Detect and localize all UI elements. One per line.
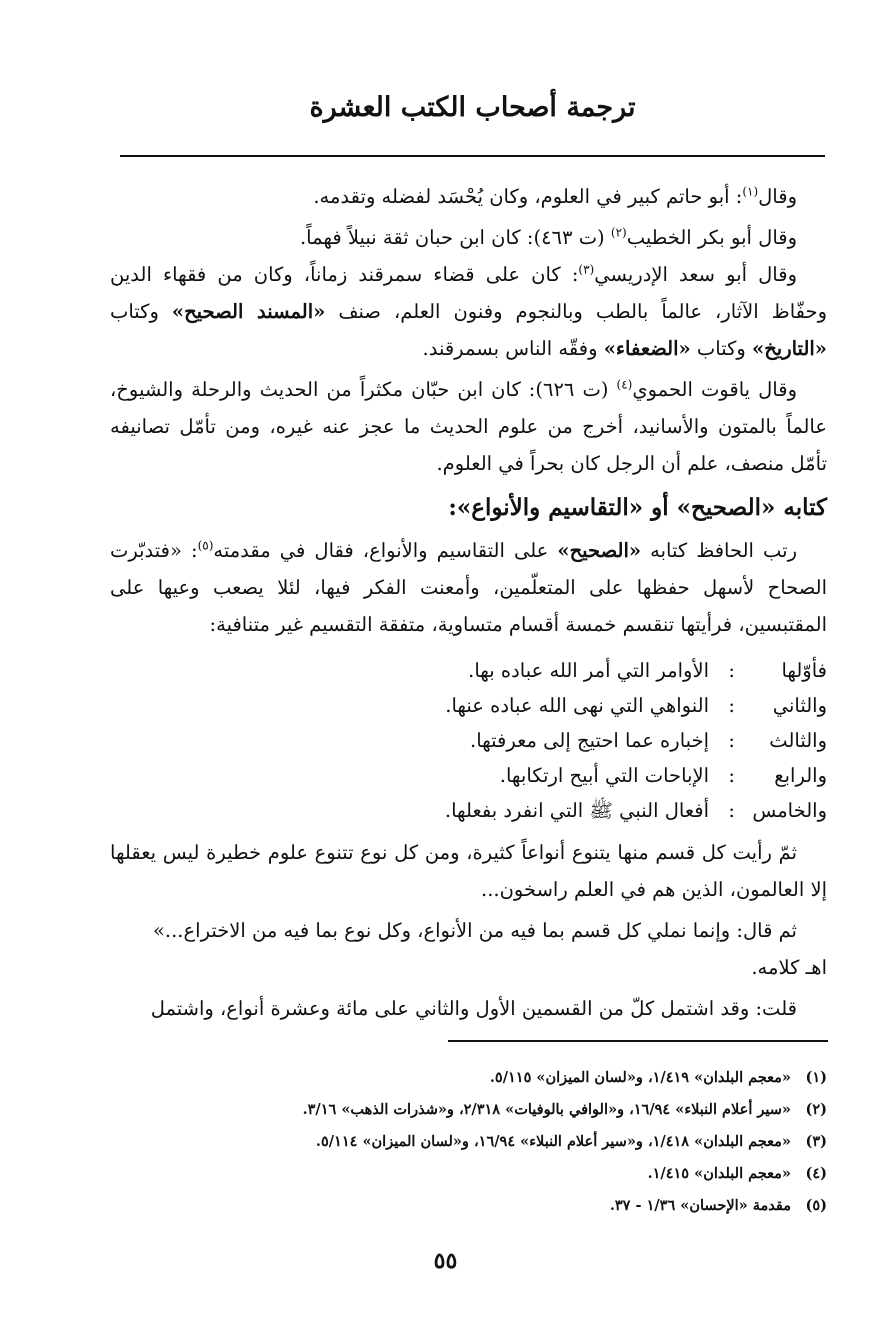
text-run: وفقّه الناس بسمرقند. [422, 337, 604, 360]
footnote-number: (٣) [805, 1133, 827, 1150]
list-item [110, 688, 827, 723]
list-item [110, 793, 827, 828]
footnote-ref[interactable]: (٣) [578, 262, 595, 277]
list-item-text: الأوامر التي أمر الله عباده بها. [468, 659, 709, 682]
footnote-text: مقدمة «الإحسان» ١/٣٦ - ٣٧. [609, 1197, 791, 1214]
list-item [110, 653, 827, 688]
footnote-number: (٥) [805, 1197, 827, 1214]
text-run: : أبو حاتم كبير في العلوم، وكان يُحْسَد لفضله وتقدمه. [313, 185, 743, 208]
footnote-text: «معجم البلدان» ١/٤١٥. [647, 1165, 791, 1182]
list-item-label: فأوّلها [781, 659, 827, 682]
book-title: «التاريخ» [752, 337, 827, 360]
footnote [110, 1094, 827, 1126]
running-header: ترجمة أصحاب الكتب العشرة [309, 92, 636, 123]
list-item-text: أفعال النبي ﷺ التي انفرد بفعلها. [444, 799, 709, 822]
paragraph-types: ثمّ رأيت كل قسم منها يتنوع أنواعاً كثيرة، ومن كل نوع تتنوع علوم خطيرة ليس يعقلها إلا العالمون، الذين هم في العلم راسخون... [110, 841, 827, 901]
footnote [110, 1062, 827, 1094]
header-divider [120, 155, 825, 157]
text-run: وقال أبو بكر الخطيب [626, 226, 797, 249]
page-number: ٥٥ [433, 1248, 458, 1274]
footnote-divider [448, 1040, 828, 1042]
text-run: وكتاب [690, 337, 752, 360]
text-run: رتب الحافظ كتابه [641, 539, 797, 562]
text-run: (ت ٦٢٦): كان ابن حبّان مكثراً من الحديث والرحلة والشيوخ، عالماً بالمتون والأسانيد، أخرج من علوم الحديث ما عجز عنه غيره، ومن تأمّل تصانيفه تأمّل منصف، علم أن الرجل كان بحراً في العلوم. [110, 378, 827, 475]
list-item-label: والرابع [774, 764, 827, 787]
paragraph-idrisi [110, 256, 827, 367]
paragraph-i-said: قلت: وقد اشتمل كلّ من القسمين الأول والثاني على مائة وعشرة أنواع، واشتمل [150, 997, 797, 1020]
footnote-number: (٢) [805, 1101, 827, 1118]
text-run: : «فتدبّرت الصحاح لأسهل حفظها على المتعلّمين، وأمعنت الفكر فيها، لئلا يصعب وعيها على المقتبسين، فرأيتها تنقسم خمسة أقسام متساوية، متفقة التقسيم غير متنافية: [110, 539, 827, 636]
list-item-colon: : [728, 659, 735, 682]
footnote [110, 1190, 827, 1222]
divisions-list [110, 653, 827, 828]
footnote-text: «معجم البلدان» ١/٤١٨، و«سير أعلام النبلاء» ١٦/٩٤، و«لسان الميزان» ٥/١١٤. [315, 1133, 791, 1150]
list-item [110, 758, 827, 793]
book-title: «المسند الصحيح» [171, 300, 326, 323]
text-run: : كان على قضاء سمرقند زماناً، وكان من فقهاء الدين وحفّاظ الآثار، عالماً بالطب وبالنجوم وفنون العلم، صنف [110, 263, 827, 323]
list-item-label: والثالث [769, 729, 827, 752]
text-run: وقال أبو سعد الإدريسي [594, 263, 797, 286]
footnote [110, 1158, 827, 1190]
list-item-colon: : [728, 729, 735, 752]
book-title: «الضعفاء» [603, 337, 691, 360]
footnote-number: (١) [805, 1069, 827, 1086]
main-text [110, 178, 827, 1027]
text-run: (ت ٤٦٣): كان ابن حبان ثقة نبيلاً فهماً. [299, 226, 611, 249]
list-item-text: إخباره عما احتيج إلى معرفتها. [470, 729, 709, 752]
section-heading: كتابه «الصحيح» أو «التقاسيم والأنواع»: [448, 494, 827, 521]
list-item-colon: : [728, 799, 735, 822]
paragraph-abu-hatim [110, 178, 827, 215]
text-run: ثم قال: وإنما نملي كل قسم بما فيه من الأنواع، وكل نوع بما فيه من الاختراع...» [152, 919, 797, 942]
text-run: على التقاسيم والأنواع، فقال في مقدمته [213, 539, 558, 562]
paragraph-then-said [110, 912, 827, 949]
paragraph-khatib [110, 219, 827, 256]
list-item-label: والخامس [752, 799, 827, 822]
footnote-ref[interactable]: (٤) [616, 377, 633, 392]
footnotes [110, 1062, 827, 1222]
book-title: «الصحيح» [557, 539, 642, 562]
list-item-label: والثاني [772, 694, 827, 717]
text-run: وقال ياقوت الحموي [632, 378, 797, 401]
footnote [110, 1126, 827, 1158]
text-run: وكتاب [110, 300, 172, 323]
list-item [110, 723, 827, 758]
paragraph-sahih [110, 532, 827, 643]
list-item-colon: : [728, 764, 735, 787]
paragraph-yaqut [110, 371, 827, 482]
paragraph-end-quote: اهـ كلامه. [751, 956, 827, 979]
list-item-text: النواهي التي نهى الله عباده عنها. [445, 694, 709, 717]
list-item-text: الإباحات التي أبيح ارتكابها. [499, 764, 709, 787]
footnote-ref[interactable]: (٥) [197, 538, 214, 553]
footnote-ref[interactable]: (٢) [610, 225, 627, 240]
list-item-colon: : [728, 694, 735, 717]
footnote-text: «سير أعلام النبلاء» ١٦/٩٤، و«الوافي بالوفيات» ٢/٣١٨، و«شذرات الذهب» ٣/١٦. [302, 1101, 791, 1118]
footnote-ref[interactable]: (١) [742, 184, 759, 199]
text-run: وقال [758, 185, 797, 208]
footnote-text: «معجم البلدان» ١/٤١٩، و«لسان الميزان» ٥/١١٥. [489, 1069, 791, 1086]
footnote-number: (٤) [805, 1165, 827, 1182]
